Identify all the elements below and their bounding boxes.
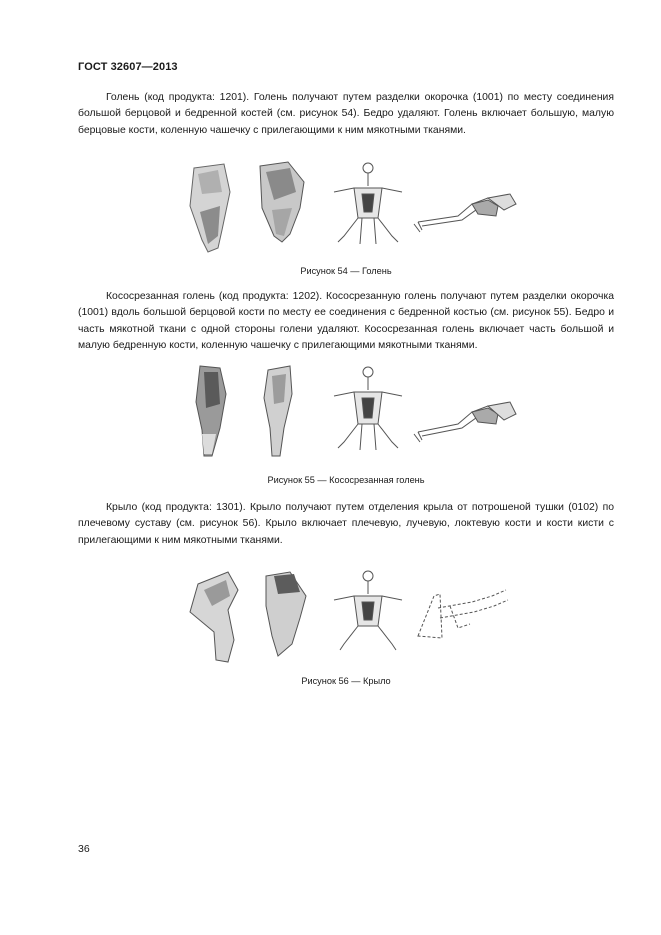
figure-56	[78, 566, 614, 690]
paragraph-text: Крыло (код продукта: 1301). Крыло получают путем отделения крыла от потрошеной тушки (0102) по плечевому суставу (см. рисунок 56). Крыло включает плечевую, лучевую, локтевую кости и кости кисти с прилегающими к ним мякотными тканями.	[78, 502, 614, 546]
paragraph-slant-shin	[78, 289, 614, 355]
figure-caption: Рисунок 55 — Кососрезанная голень	[267, 475, 425, 485]
figure-55-illustration	[78, 358, 614, 468]
figure-56-illustration	[78, 566, 614, 666]
figure-55	[78, 358, 614, 486]
wing-photo-1	[190, 572, 238, 662]
figure-54-illustration	[78, 152, 614, 262]
paragraph-text: Голень (код продукта: 1201). Голень получают путем разделки окорочка (1001) по месту соединения большой берцовой и бедренной костей (см. рисунок 54). Бедро удаляют. Голень включает большую, малую берцовые кости, коленную чашечку с прилегающими к ним мякотными тканями.	[78, 92, 614, 136]
paragraph-text: Кососрезанная голень (код продукта: 1202). Кососрезанную голень получают путем разделки окорочка (1001) вдоль большой берцовой кости по месту ее соединения с бедренной костью (см. рисунок 55). Бедро и часть мякотной ткани с одной стороны голени удаляют. Кососрезанная голень включает часть большой и малую бедренную кости, коленную чашечку с прилегающими мякотными тканями.	[78, 291, 614, 352]
figure-54	[78, 152, 614, 280]
document-header: ГОСТ 32607—2013	[78, 61, 178, 73]
wing-photo-2	[266, 572, 306, 656]
paragraph-wing	[78, 500, 614, 549]
figure-caption: Рисунок 54 — Голень	[300, 266, 392, 276]
leg-bones-diagram	[414, 194, 516, 232]
slant-shin-photo-1	[196, 366, 226, 456]
wing-bones-diagram	[418, 590, 508, 638]
leg-bones-diagram	[414, 402, 516, 442]
page-number: 36	[78, 843, 90, 855]
slant-shin-photo-2	[264, 366, 292, 456]
paragraph-shin	[78, 90, 614, 139]
figure-caption: Рисунок 56 — Крыло	[301, 676, 391, 686]
drumstick-photo-2	[260, 162, 304, 242]
bird-skeleton-diagram	[334, 163, 402, 244]
bird-skeleton-diagram	[334, 571, 402, 650]
drumstick-photo-1	[190, 164, 230, 252]
bird-skeleton-diagram	[334, 367, 402, 450]
